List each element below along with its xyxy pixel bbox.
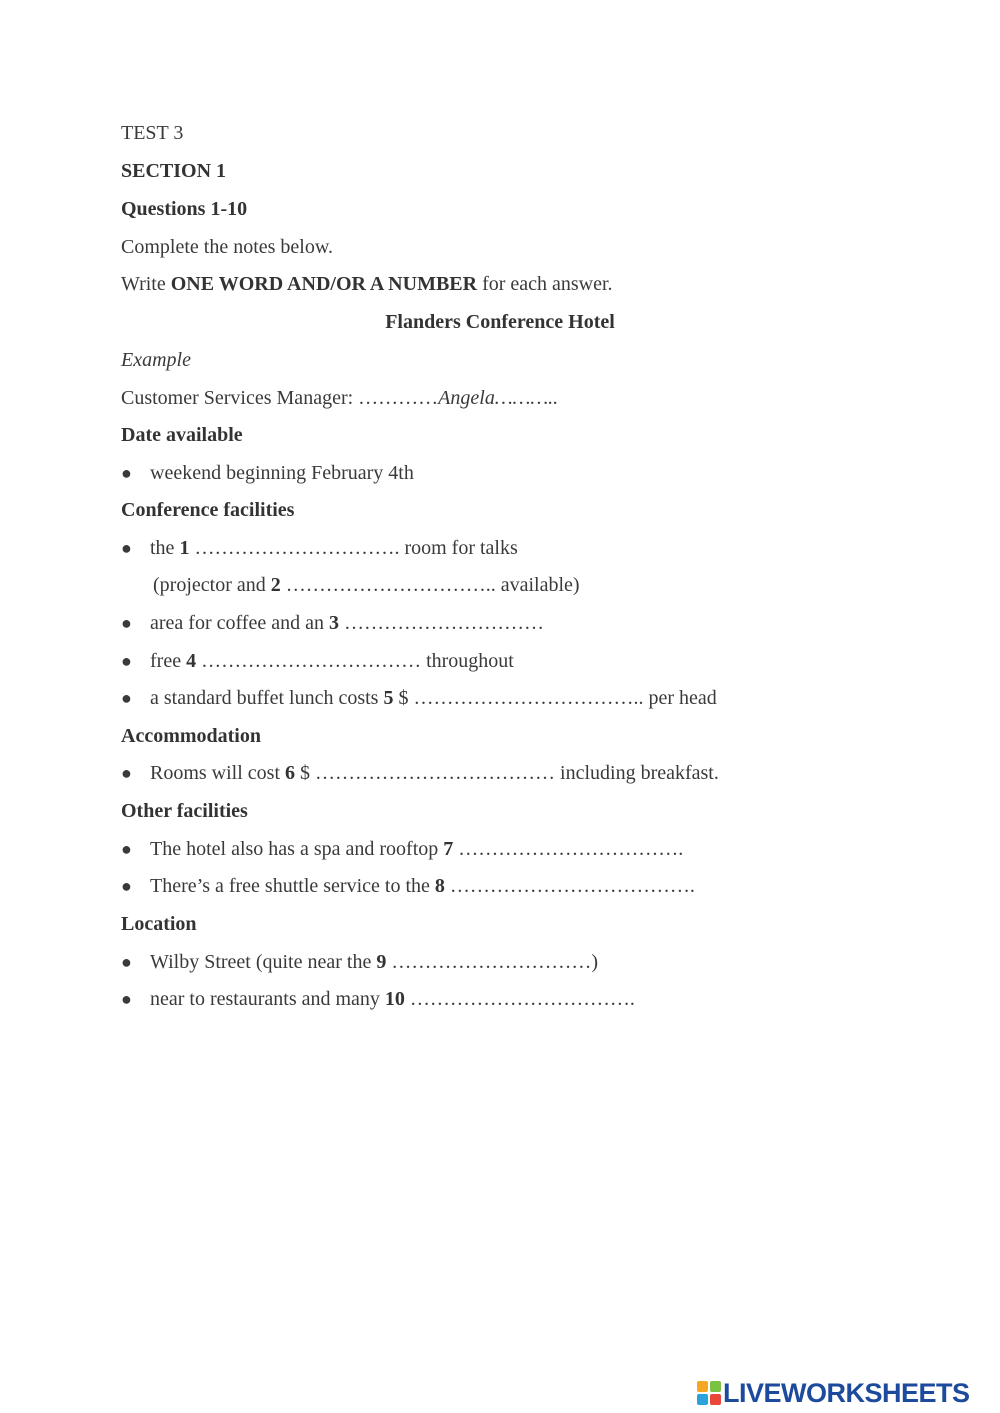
bullet-icon: ● <box>121 952 132 972</box>
answer-blank-8[interactable]: ………………………………. <box>444 875 695 897</box>
question-10: ● near to restaurants and many 10 ……………………………. <box>121 988 635 1010</box>
logo-grid-icon <box>697 1381 721 1405</box>
question-1: ● the 1 …………………………. room for talks <box>121 537 518 559</box>
questions-heading: Questions 1-10 <box>121 198 248 220</box>
other-facilities-heading: Other facilities <box>121 800 248 822</box>
example-answer: Angela……….. <box>438 387 559 409</box>
question-2: (projector and 2 ………………………….. available) <box>153 574 580 596</box>
example-label: Example <box>121 349 191 371</box>
answer-blank-6[interactable]: $ ……………………………… including breakfast. <box>295 762 719 784</box>
question-4: ● free 4 …………………………… throughout <box>121 650 514 672</box>
question-9: ● Wilby Street (quite near the 9 …………………………) <box>121 951 599 973</box>
bullet-icon: ● <box>121 763 132 783</box>
logo-square <box>710 1394 721 1405</box>
example-line: Customer Services Manager: …………Angela……….. <box>121 387 559 409</box>
question-8: ● There’s a free shuttle service to the 8 ………………………………. <box>121 875 695 897</box>
page-title: Flanders Conference Hotel <box>385 311 615 333</box>
logo-square <box>697 1394 708 1405</box>
answer-blank-2[interactable]: ………………………….. available) <box>280 574 580 596</box>
conference-heading: Conference facilities <box>121 499 295 521</box>
bullet-icon: ● <box>121 688 132 708</box>
bullet-icon: ● <box>121 651 132 671</box>
logo-square <box>697 1381 708 1392</box>
bullet-icon: ● <box>121 839 132 859</box>
answer-blank-3[interactable]: ………………………… <box>338 612 544 634</box>
answer-blank-9[interactable]: …………………………) <box>386 951 599 973</box>
bullet-icon: ● <box>121 989 132 1009</box>
location-heading: Location <box>121 913 197 935</box>
logo-square <box>710 1381 721 1392</box>
answer-blank-5[interactable]: $ …………………………….. per head <box>393 687 717 709</box>
answer-blank-4[interactable]: …………………………… throughout <box>196 650 514 672</box>
test-label: TEST 3 <box>121 122 184 144</box>
answer-blank-1[interactable]: …………………………. room for talks <box>189 537 518 559</box>
question-5: ● a standard buffet lunch costs 5 $ …………………………….. per head <box>121 687 717 709</box>
question-7: ● The hotel also has a spa and rooftop 7 ……………………………. <box>121 838 684 860</box>
answer-blank-7[interactable]: ……………………………. <box>453 838 684 860</box>
accommodation-heading: Accommodation <box>121 725 261 747</box>
question-3: ● area for coffee and an 3 ………………………… <box>121 612 544 634</box>
bullet-icon: ● <box>121 538 132 558</box>
answer-blank-10[interactable]: ……………………………. <box>404 988 635 1010</box>
instruction-complete: Complete the notes below. <box>121 236 333 258</box>
liveworksheets-logo[interactable] <box>697 1378 970 1408</box>
list-item: ● weekend beginning February 4th <box>121 462 414 484</box>
section-heading: SECTION 1 <box>121 160 227 182</box>
instruction-write: Write ONE WORD AND/OR A NUMBER for each answer. <box>121 273 613 295</box>
question-6: ● Rooms will cost 6 $ ……………………………… including breakfast. <box>121 762 719 784</box>
bullet-icon: ● <box>121 613 132 633</box>
bullet-icon: ● <box>121 876 132 896</box>
brand-name: LIVEWORKSHEETS <box>723 1377 970 1408</box>
date-available-heading: Date available <box>121 424 243 446</box>
bullet-icon: ● <box>121 463 132 483</box>
